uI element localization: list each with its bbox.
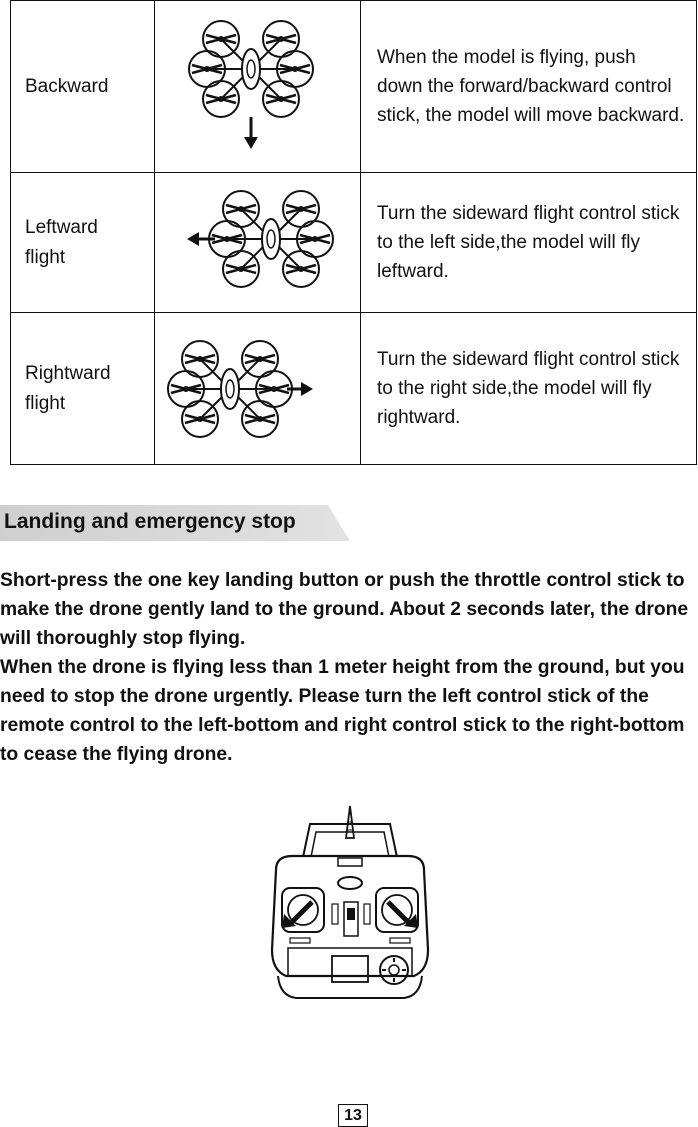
table-row-backward [11, 1, 697, 173]
drone-illustration [155, 173, 361, 313]
row-description: Turn the sideward flight control stick to the left side,the model will fly leftward. [361, 173, 697, 313]
row-label [11, 1, 155, 173]
row-label-line: Rightward [25, 362, 111, 384]
drone-illustration [155, 1, 361, 173]
row-label-line: Leftward [25, 216, 98, 238]
remote-control-icon [266, 800, 434, 1000]
drone-icon [155, 1, 360, 167]
row-description: When the model is flying, push down the forward/backward control stick, the model will move backward. [361, 1, 697, 173]
paragraph: Short-press the one key landing button or push the throttle control stick to make the drone gently land to the ground. About 2 seconds later, the drone will thoroughly stop flying. [0, 570, 689, 649]
row-label [11, 173, 155, 313]
table-row-rightward [11, 313, 697, 465]
row-label [11, 313, 155, 465]
row-label-line: Backward [25, 75, 109, 97]
section-heading: Landing and emergency stop [4, 510, 296, 533]
row-label-line: flight [25, 246, 66, 268]
paragraph: When the drone is flying less than 1 meter height from the ground, but you need to stop the drone urgently. Please turn the left control stick of the remote control to the left-bottom and right control stick to the right-bottom to cease the flying drone. [0, 657, 685, 765]
row-description: Turn the sideward flight control stick to the right side,the model will fly rightward. [361, 313, 697, 465]
page-number: 13 [338, 1104, 368, 1127]
drone-illustration [155, 313, 361, 465]
arrow-left-icon [187, 232, 215, 246]
drone-icon [155, 313, 360, 459]
table-row-leftward [11, 173, 697, 313]
flight-direction-table [10, 0, 697, 465]
arrow-down-icon [244, 117, 258, 149]
row-label-line: flight [25, 392, 66, 414]
drone-icon [155, 173, 360, 307]
section-body [0, 566, 690, 769]
